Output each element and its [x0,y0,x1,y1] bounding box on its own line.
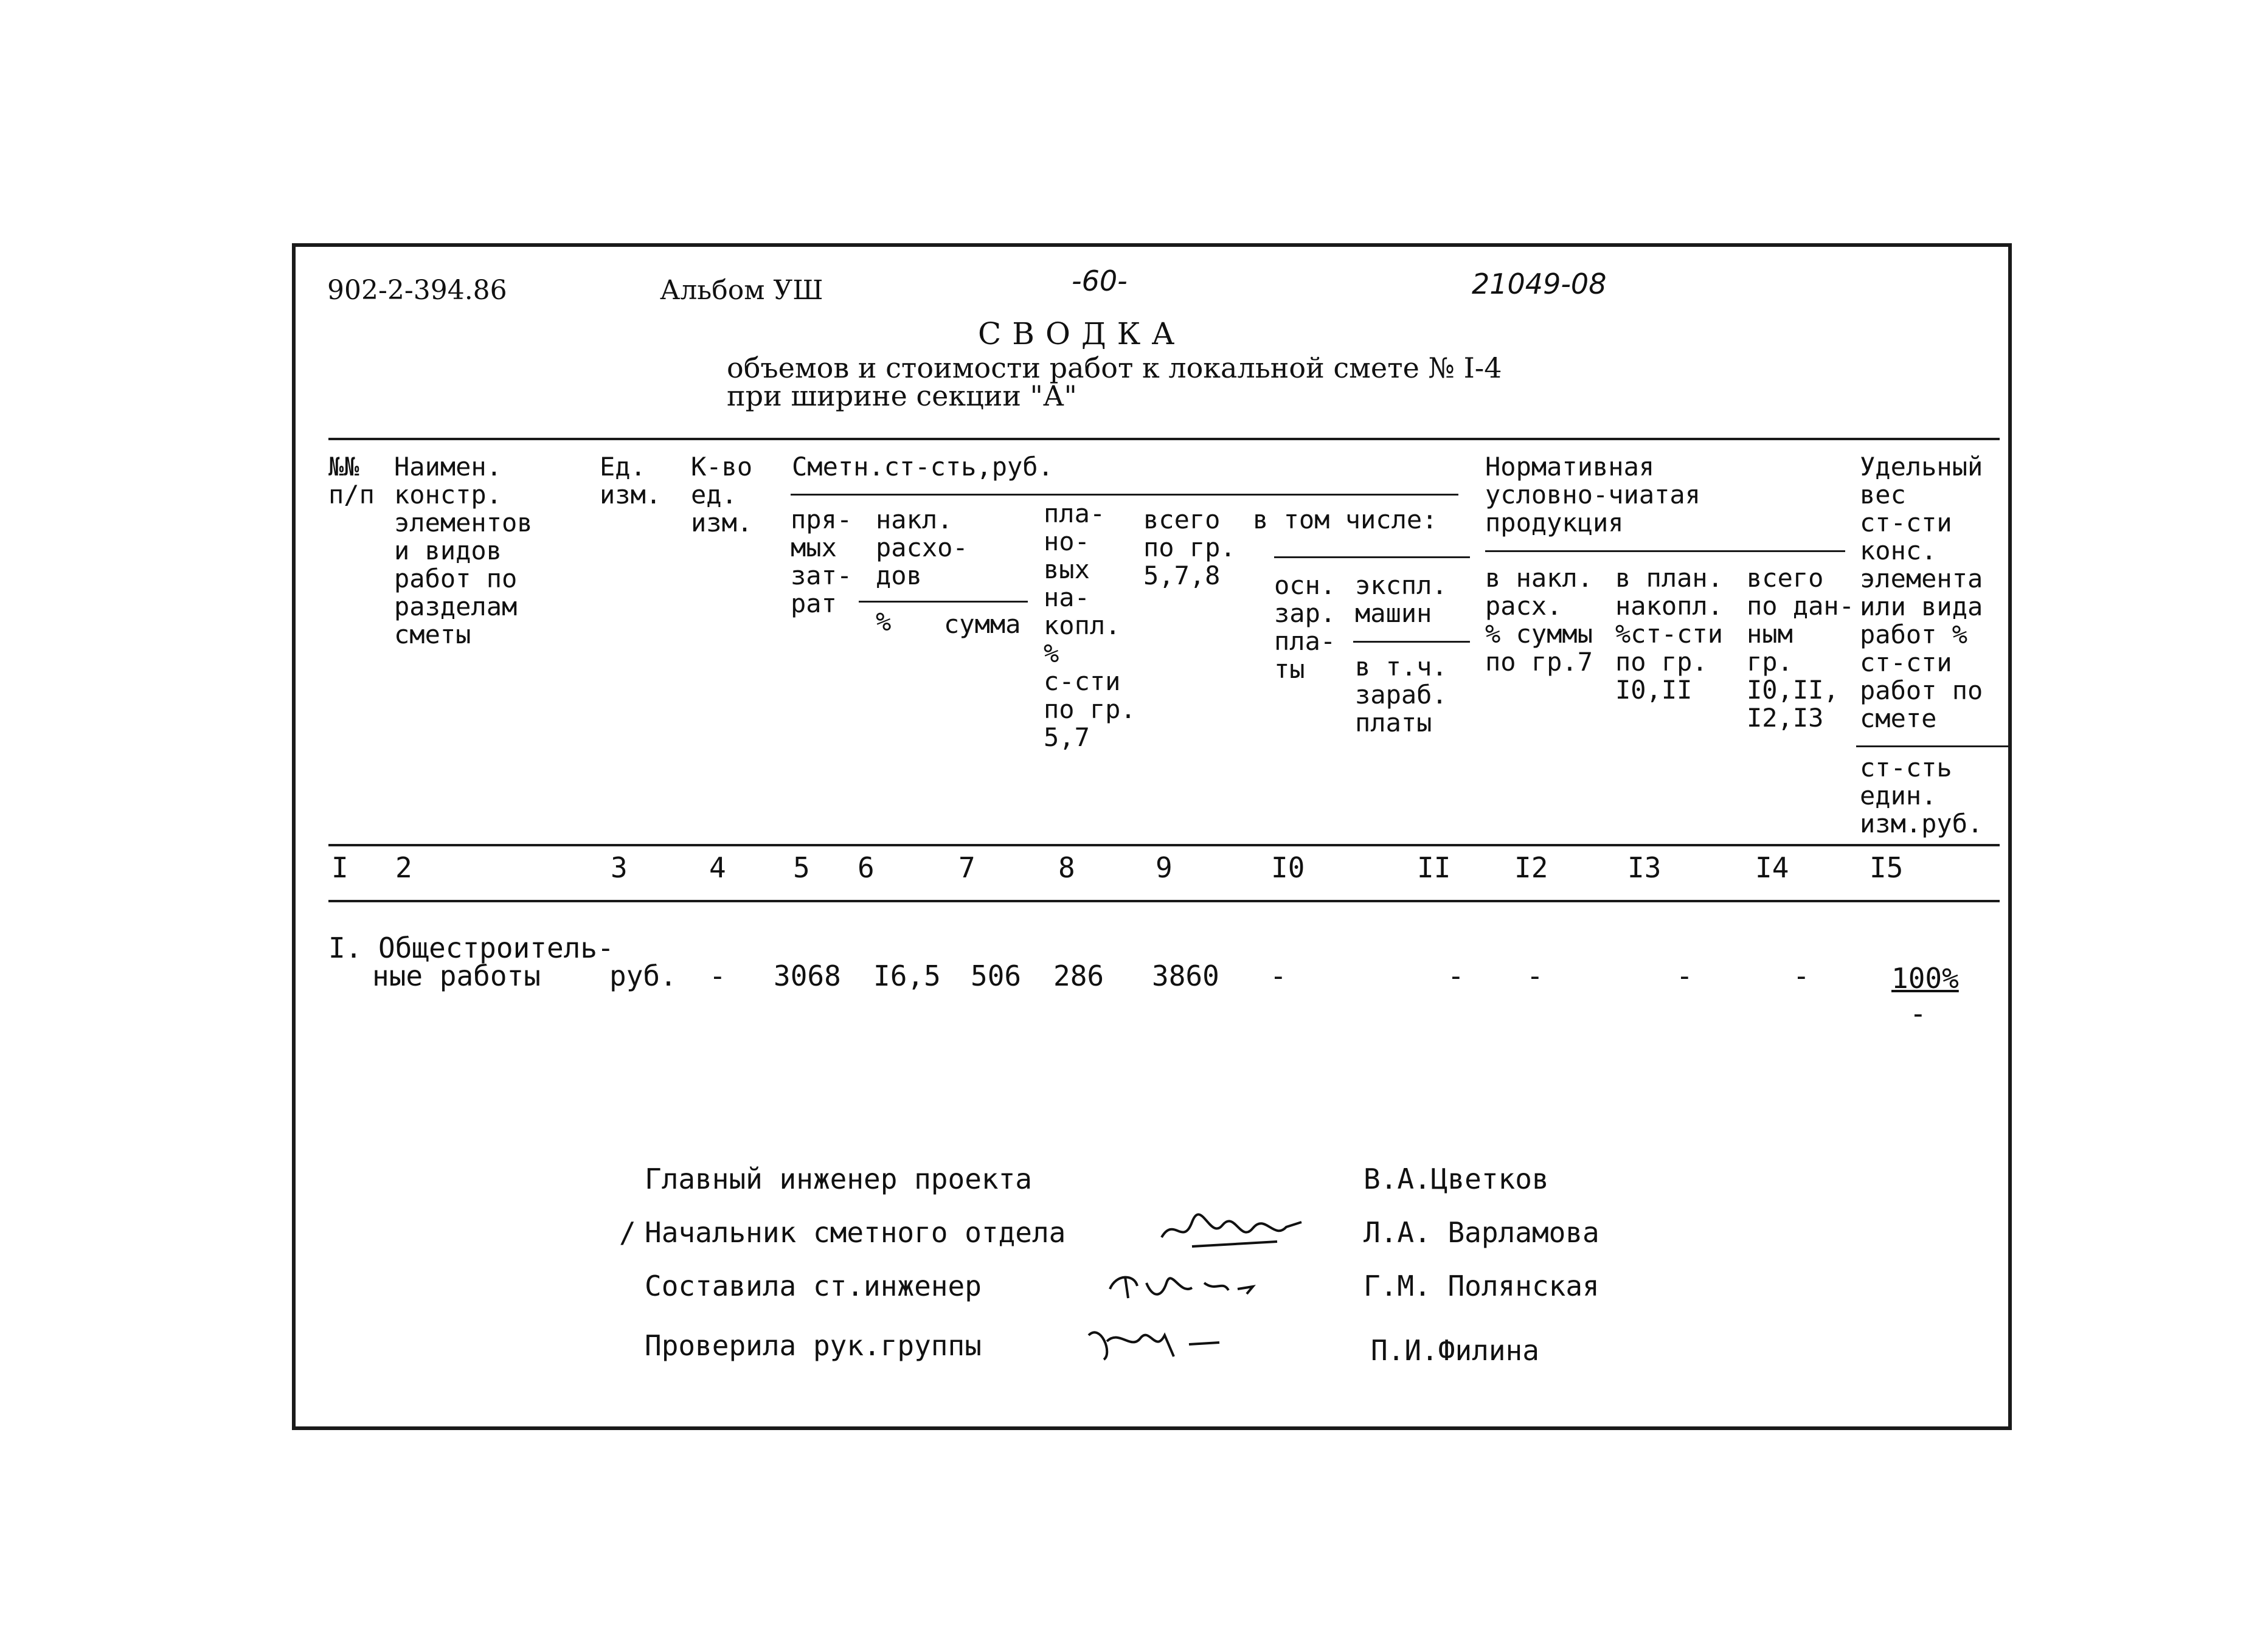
header-bottom-rule [328,844,2000,846]
col-header-norm-group: Нормативная условно-чиатая продукция [1485,452,1701,537]
col-header-base-wage: осн. зар. пла- ты [1274,570,1336,684]
cost-group-rule [791,494,1458,496]
col-header-planned: пла- но- вых на- копл. % с-сти по гр. 5,7 [1044,499,1136,752]
row-number: I. [328,931,362,964]
row-name-line2: ные работы [372,959,541,992]
overhead-sub-rule [859,601,1028,603]
inventory-number: 21049-08 [1472,268,1607,300]
norm-group-rule [1485,550,1845,552]
col-number: 6 [858,851,875,884]
signature-role: Составила ст.инженер [645,1270,982,1302]
row-qty: - [709,959,726,992]
row-weight: 100% [1891,962,1959,995]
row-overhead-pct: I6,5 [873,959,941,992]
signature-role: Проверила рук.группы [645,1329,982,1362]
col-number: II [1417,851,1451,884]
doc-code: 902-2-394.86 [327,275,507,306]
col-header-direct: пря- мых зат- рат [791,505,853,618]
col-number: 4 [709,851,726,884]
handwritten-signature [1083,1317,1229,1372]
col-header-incl-group: в том числе: [1253,505,1438,534]
row-norm-overhead: - [1527,959,1544,992]
document-title: СВОДКА [978,316,1186,351]
col-number: I2 [1514,851,1548,884]
document-subtitle-2: при ширине секции "А" [727,379,1077,412]
col15-split-rule [1856,745,2012,747]
signature-name: Л.А. Варламова [1364,1216,1599,1249]
table-top-rule [328,438,2000,440]
col-number: 3 [611,851,628,884]
col-header-name: Наимен. констр. элементов и видов работ по разделам сметы [394,452,533,649]
signature-role: Главный инженер проекта [645,1163,1032,1195]
row-direct-costs: 3068 [774,959,841,992]
col-number: 7 [958,851,976,884]
col-header-norm-planned: в план. накопл. %ст-сти по гр. I0,II [1615,563,1724,705]
signature-role: Начальник сметного отдела [645,1216,1066,1249]
col-header-norm-overhead: в накл. расх. % суммы по гр.7 [1485,563,1593,677]
col-header-weight: Удельный вес ст-сти конс. элемента или вида работ % ст-сти работ по смете [1860,452,1983,733]
row-overhead-sum: 506 [971,959,1022,992]
numbers-bottom-rule [328,900,2000,902]
col-header-unit: Ед. изм. [600,452,662,510]
document-frame [292,243,2012,1430]
col-header-overhead-group: накл. расхо- дов [876,505,968,590]
col-header-cost-group: Сметн.ст-сть,руб. [792,452,1053,482]
col-header-num: №№ п/п [328,452,375,510]
col-number: I0 [1271,851,1305,884]
page-number: -60- [1072,264,1128,297]
row-unit-cost: - [1910,997,1927,1030]
row-name-line1: Общестроитель- [378,931,614,964]
row-planned: 286 [1053,959,1104,992]
col-number: 5 [793,851,810,884]
row-norm-total: - [1793,959,1810,992]
album-label: Альбом УШ [660,275,823,306]
row-machines: - [1447,959,1464,992]
handwritten-signature [1101,1265,1271,1307]
row-total: 3860 [1152,959,1219,992]
col-header-norm-total: всего по дан- ным гр. I0,II, I2,I3 [1747,563,1855,733]
row-norm-planned: - [1676,959,1693,992]
col-number: 8 [1058,851,1075,884]
signature-name: Г.М. Полянская [1364,1270,1599,1302]
col-header-overhead-sum: сумма [944,609,1021,639]
col-number: 2 [395,851,412,884]
signature-name: В.А.Цветков [1364,1163,1549,1195]
col-number: I [331,851,348,884]
col-header-machines-wage: в т.ч. зараб. платы [1355,652,1447,738]
col-number: I4 [1755,851,1789,884]
col-number: I5 [1870,851,1904,884]
col-header-qty: К-во ед. изм. [691,452,753,537]
handwritten-signature [1156,1204,1314,1259]
machines-sub-rule [1353,641,1470,643]
col-header-machines: экспл. машин [1355,570,1447,628]
col-header-total: всего по гр. 5,7,8 [1143,505,1236,590]
col-number: 9 [1156,851,1173,884]
row-base-wage: - [1270,959,1287,992]
row-unit: руб. [609,959,677,992]
incl-group-rule [1274,556,1470,558]
document-subtitle-1: объемов и стоимости работ к локальной смете № I-4 [727,351,1502,384]
col-number: I3 [1627,851,1662,884]
signature-name: П.И.Филина [1371,1334,1539,1367]
col-header-unit-cost: ст-сть един. изм.руб. [1860,753,1983,838]
col-header-overhead-pct: % [876,607,892,637]
signature-mark: / [619,1216,636,1249]
